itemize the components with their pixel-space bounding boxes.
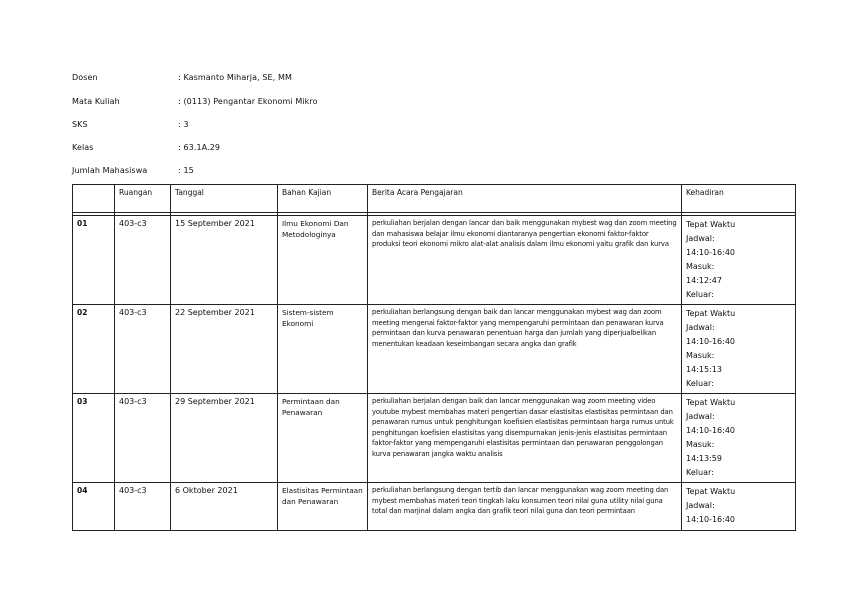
row-number: 01 [73, 216, 115, 305]
kehadiran-status: Tepat Waktu [686, 220, 736, 229]
kehadiran-masuk: 14:13:59 [686, 454, 722, 463]
row-kehadiran [682, 394, 796, 483]
row-berita-acara: perkuliahan berjalan dengan baik dan lancar menggunakan wag zoom meeting video youtube mybest membahas materi pengertian dasar elastisitas elastisitas permintaan dan penawaran rumus untuk penghitungan koefisien elastisitas permintaan harga rumus untuk penghitungan koefisien elastisitas yang disempurnakan jenis-jenis elastisitas permintaan faktor-faktor yang mempengaruhi elastisitas permintaan dan penawaran penggolongan kurva penawaran jangka waktu analisis [368, 394, 682, 483]
row-berita-acara: perkuliahan berlangsung dengan tertib dan lancar menggunakan wag zoom meeting dan mybest membahas materi teori tingkah laku konsumen teori nilai guna utility nilai guna total dan marjinal dalam angka dan grafik teori nilai guna dan teori permintaan [368, 483, 682, 531]
table-row [73, 394, 796, 483]
info-value: : (0113) Pengantar Ekonomi Mikro [178, 97, 318, 106]
kehadiran-jadwal-label: Jadwal: [686, 323, 715, 332]
row-tanggal: 29 September 2021 [171, 394, 278, 483]
row-bahan-kajian: Elastisitas Permintaan dan Penawaran [278, 483, 368, 531]
row-kehadiran [682, 483, 796, 531]
kehadiran-masuk: 14:15:13 [686, 365, 722, 374]
header-berita-acara: Berita Acara Pengajaran [368, 185, 682, 213]
row-ruangan: 403-c3 [115, 305, 171, 394]
info-value: : 3 [178, 120, 189, 129]
row-kehadiran [682, 216, 796, 305]
table-header-row [73, 185, 796, 213]
kehadiran-keluar-label: Keluar: [686, 379, 714, 388]
info-value: : 15 [178, 166, 194, 175]
row-bahan-kajian: Permintaan dan Penawaran [278, 394, 368, 483]
kehadiran-jadwal: 14:10-16:40 [686, 248, 735, 257]
kehadiran-masuk-label: Masuk: [686, 262, 715, 271]
header-bahan-kajian: Bahan Kajian [278, 185, 368, 213]
info-label: Kelas [72, 143, 94, 152]
attendance-table [72, 184, 796, 531]
row-number: 02 [73, 305, 115, 394]
row-tanggal: 6 Oktober 2021 [171, 483, 278, 531]
row-berita-acara: perkuliahan berlangsung dengan baik dan lancar menggunakan mybest wag dan zoom meeting mengenai faktor-faktor yang mempengaruhi permintaan dan penawaran kurva permintaan dan kurva penawaran penentuan harga dan jumlah yang diperjualbelikan menentukan keadaan keseimbangan secara angka dan grafik [368, 305, 682, 394]
row-tanggal: 15 September 2021 [171, 216, 278, 305]
row-ruangan: 403-c3 [115, 216, 171, 305]
info-label: Dosen [72, 73, 98, 82]
row-tanggal: 22 September 2021 [171, 305, 278, 394]
kehadiran-jadwal-label: Jadwal: [686, 501, 715, 510]
kehadiran-jadwal: 14:10-16:40 [686, 515, 735, 524]
kehadiran-jadwal: 14:10-16:40 [686, 337, 735, 346]
row-bahan-kajian: Ilmu Ekonomi Dan Metodologinya [278, 216, 368, 305]
kehadiran-status: Tepat Waktu [686, 309, 736, 318]
kehadiran-masuk-label: Masuk: [686, 351, 715, 360]
row-ruangan: 403-c3 [115, 483, 171, 531]
info-label: Mata Kuliah [72, 97, 120, 106]
kehadiran-masuk-label: Masuk: [686, 440, 715, 449]
table-row [73, 305, 796, 394]
info-label: Jumlah Mahasiswa [72, 166, 148, 175]
row-number: 04 [73, 483, 115, 531]
table-row [73, 483, 796, 531]
info-label: SKS [72, 120, 88, 129]
kehadiran-status: Tepat Waktu [686, 487, 736, 496]
header-tanggal: Tanggal [171, 185, 278, 213]
kehadiran-jadwal-label: Jadwal: [686, 412, 715, 421]
header-ruangan: Ruangan [115, 185, 171, 213]
kehadiran-keluar-label: Keluar: [686, 468, 714, 477]
kehadiran-jadwal: 14:10-16:40 [686, 426, 735, 435]
kehadiran-jadwal-label: Jadwal: [686, 234, 715, 243]
kehadiran-keluar-label: Keluar: [686, 290, 714, 299]
header-no [73, 185, 115, 213]
kehadiran-masuk: 14:12:47 [686, 276, 722, 285]
row-bahan-kajian: Sistem-sistem Ekonomi [278, 305, 368, 394]
kehadiran-status: Tepat Waktu [686, 398, 736, 407]
info-value: : Kasmanto Miharja, SE, MM [178, 73, 292, 82]
table-row [73, 216, 796, 305]
row-number: 03 [73, 394, 115, 483]
row-ruangan: 403-c3 [115, 394, 171, 483]
header-kehadiran: Kehadiran [682, 185, 796, 213]
info-value: : 63.1A.29 [178, 143, 221, 152]
row-kehadiran [682, 305, 796, 394]
row-berita-acara: perkuliahan berjalan dengan lancar dan baik menggunakan mybest wag dan zoom meeting dan mahasiswa belajar ilmu ekonomi diantaranya pengertian ekonomi faktor-faktor produksi teori ekonomi mikro alat-alat analisis dalam ilmu ekonomi yaitu grafik dan kurva [368, 216, 682, 305]
